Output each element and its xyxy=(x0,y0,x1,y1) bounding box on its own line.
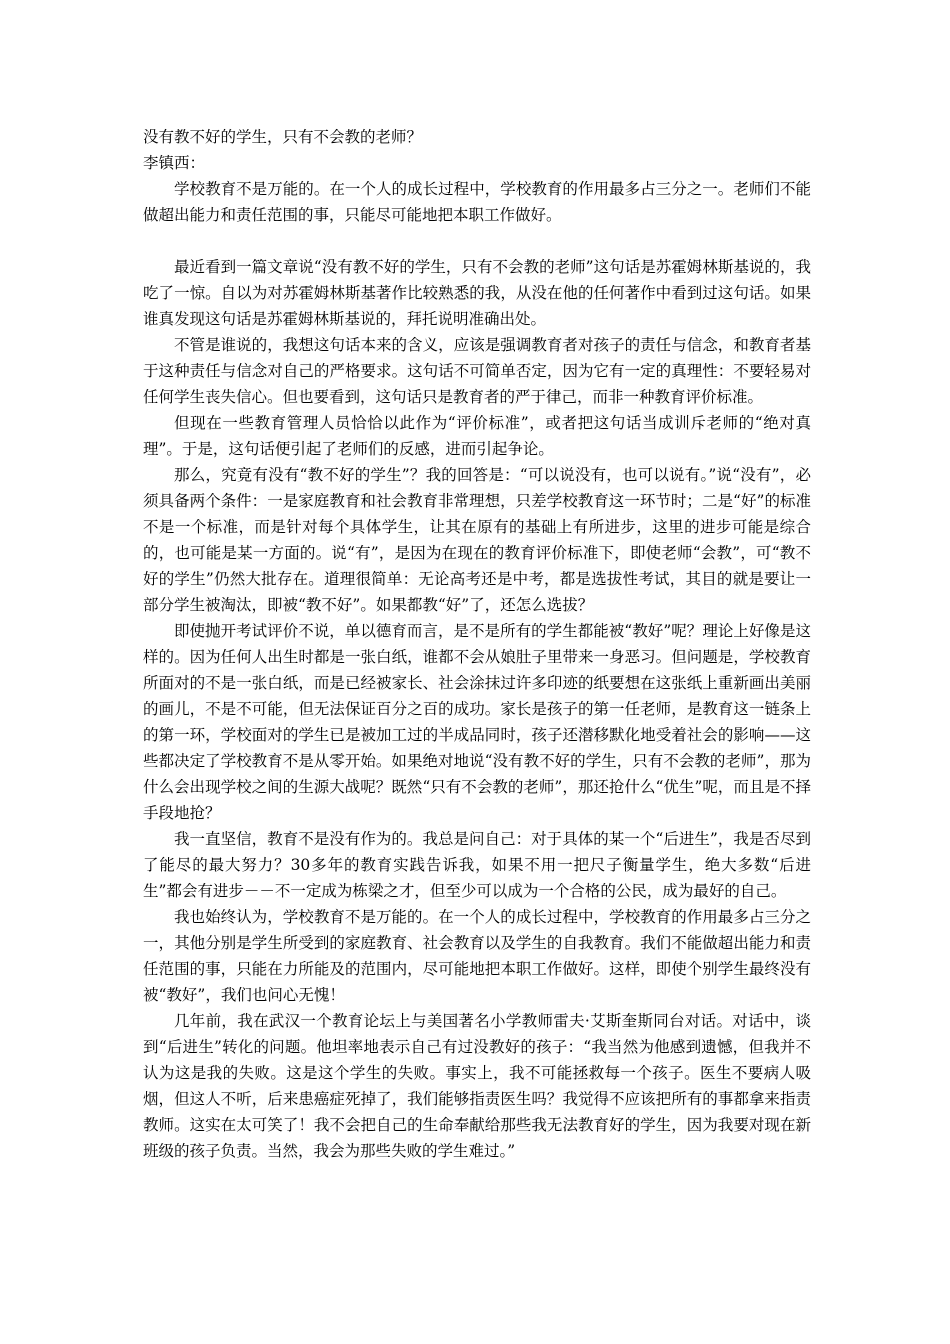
paragraph: 最近看到一篇文章说“没有教不好的学生，只有不会教的老师”这句话是苏霍姆林斯基说的，我吃了一惊。自以为对苏霍姆林斯基著作比较熟悉的我，从没在他的任何著作中看到过这句话。如果谁真发现这句话是苏霍姆林斯基说的，拜托说明准确出处。 xyxy=(143,258,811,328)
paragraph: 几年前，我在武汉一个教育论坛上与美国著名小学教师雷夫·艾斯奎斯同台对话。对话中，谈到“后进生”转化的问题。他坦率地表示自己有过没教好的孩子：“我当然为他感到遗憾，但我并不认为这是我的失败。这是这个学生的失败。事实上，我不可能拯救每一个孩子。医生不要病人吸烟，但这人不听，后来患癌症死掉了，我们能够指责医生吗？我觉得不应该把所有的事都拿来指责教师。这实在太可笑了！我不会把自己的生命奉献给那些我无法教育好的学生，因为我要对现在新班级的孩子负责。当然，我会为那些失败的学生难过。” xyxy=(143,1012,811,1160)
paragraph: 不管是谁说的，我想这句话本来的含义，应该是强调教育者对孩子的责任与信念，和教育者基于这种责任与信念对自己的严格要求。这句话不可简单否定，因为它有一定的真理性：不要轻易对任何学生丧失信心。但也要看到，这句话只是教育者的严于律己，而非一种教育评价标准。 xyxy=(143,336,811,406)
paragraph-spacer xyxy=(143,228,811,254)
paragraph: 那么，究竟有没有“教不好的学生”？我的回答是：“可以说没有，也可以说有。”说“没有”，必须具备两个条件：一是家庭教育和社会教育非常理想，只差学校教育这一环节时；二是“好”的标准不是一个标准，而是针对每个具体学生，让其在原有的基础上有所进步，这里的进步可能是综合的，也可能是某一方面的。说“有”，是因为在现在的教育评价标准下，即使老师“会教”，可“教不好的学生”仍然大批存在。道理很简单：无论高考还是中考，都是选拔性考试，其目的就是要让一部分学生被淘汰，即被“教不好”。如果都教“好”了，还怎么选拔？ xyxy=(143,466,811,614)
paragraph: 但现在一些教育管理人员恰恰以此作为“评价标准”，或者把这句话当成训斥老师的“绝对真理”。于是，这句话便引起了老师们的反感，进而引起争论。 xyxy=(143,414,811,458)
paragraph: 我也始终认为，学校教育不是万能的。在一个人的成长过程中，学校教育的作用最多占三分之一，其他分别是学生所受到的家庭教育、社会教育以及学生的自我教育。我们不能做超出能力和责任范围的事，只能在力所能及的范围内，尽可能地把本职工作做好。这样，即使个别学生最终没有被“教好”，我们也问心无愧！ xyxy=(143,908,811,1004)
document-title: 没有教不好的学生，只有不会教的老师？ xyxy=(143,128,423,146)
paragraph: 即使抛开考试评价不说，单以德育而言，是不是所有的学生都能被“教好”呢？理论上好像是这样的。因为任何人出生时都是一张白纸，谁都不会从娘肚子里带来一身恶习。但问题是，学校教育所面对的不是一张白纸，而是已经被家长、社会涂抹过许多印迹的纸要想在这张纸上重新画出美丽的画儿，不是不可能，但无法保证百分之百的成功。家长是孩子的第一任老师，是教育这一链条上的第一环，学校面对的学生已是被加工过的半成品同时，孩子还潜移默化地受着社会的影响——这些都决定了学校教育不是从零开始。如果绝对地说“没有教不好的学生，只有不会教的老师”，那为什么会出现学校之间的生源大战呢？既然“只有不会教的老师”，那还抢什么“优生”呢，而且是不择手段地抢？ xyxy=(143,622,811,822)
document-body xyxy=(143,124,811,1164)
paragraph: 我一直坚信，教育不是没有作为的。我总是问自己：对于具体的某一个“后进生”，我是否尽到了能尽的最大努力？30多年的教育实践告诉我，如果不用一把尺子衡量学生，绝大多数“后进生”都会有进步－－不一定成为栋梁之才，但至少可以成为一个合格的公民，成为最好的自己。 xyxy=(143,830,811,900)
paragraph: 学校教育不是万能的。在一个人的成长过程中，学校教育的作用最多占三分之一。老师们不能做超出能力和责任范围的事，只能尽可能地把本职工作做好。 xyxy=(143,180,811,224)
author-line: 李镇西： xyxy=(143,154,206,172)
